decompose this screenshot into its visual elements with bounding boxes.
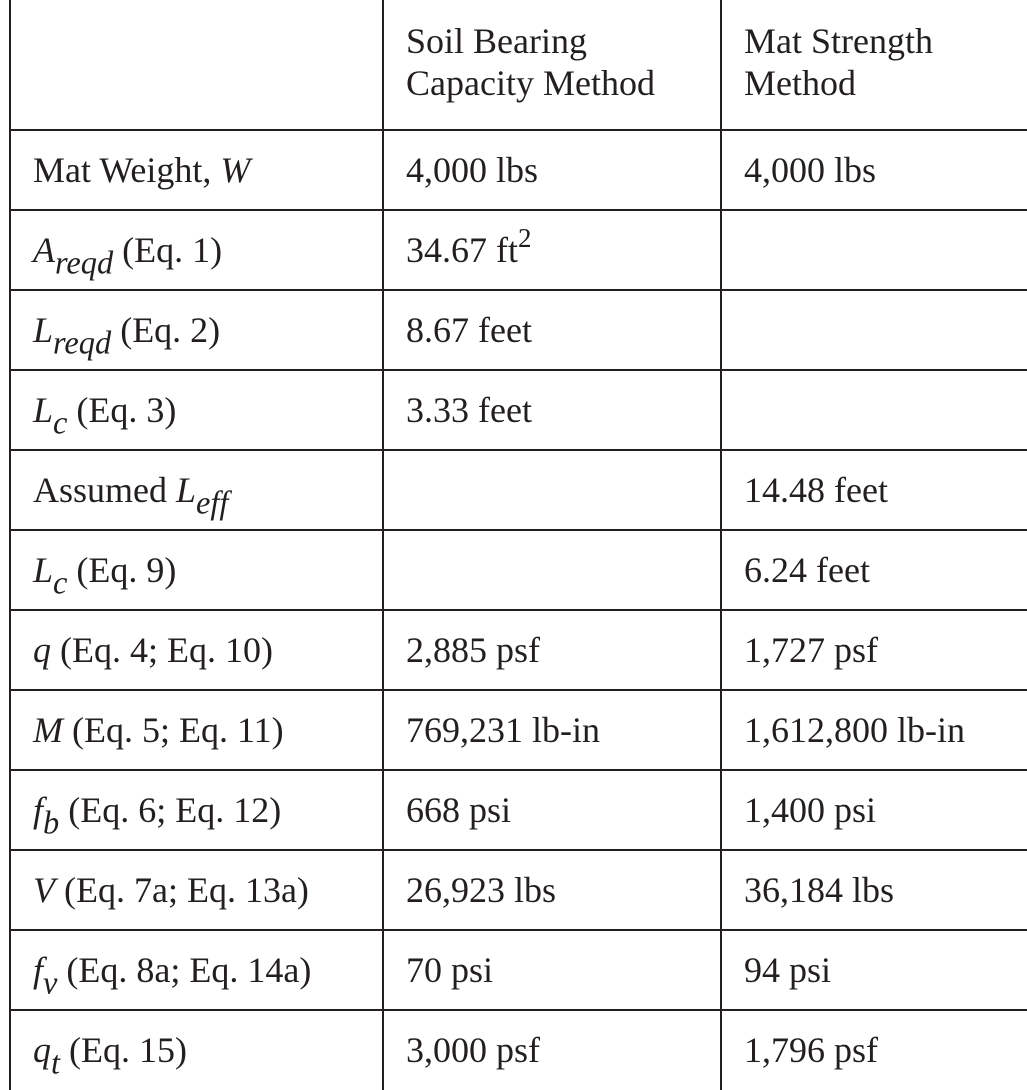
- parameter-prefix: Mat Weight,: [33, 150, 221, 190]
- soil-value: 70 psi: [383, 930, 721, 1010]
- parameter-suffix: (Eq. 15): [60, 1030, 187, 1070]
- parameter-suffix: (Eq. 9): [67, 550, 177, 590]
- parameter-cell: [10, 210, 383, 290]
- row-lc-eq3: [10, 370, 1027, 450]
- row-assumed-l-eff: [10, 450, 1027, 530]
- mat-value: [721, 210, 1027, 290]
- mat-value: 1,400 psi: [721, 770, 1027, 850]
- parameter-subscript: eff: [196, 485, 229, 522]
- parameter-cell: [10, 370, 383, 450]
- soil-value: 34.67 ft: [406, 230, 518, 270]
- parameter-cell: [10, 610, 383, 690]
- header-mat-strength-method: Mat Strength Method: [721, 0, 1027, 130]
- parameter-prefix: Assumed: [33, 470, 176, 510]
- parameter-suffix: (Eq. 3): [67, 390, 177, 430]
- header-parameter: [10, 0, 383, 130]
- parameter-symbol: f: [33, 950, 44, 990]
- parameter-subscript: v: [43, 965, 58, 1002]
- mat-value: [721, 290, 1027, 370]
- parameter-symbol: L: [33, 550, 54, 590]
- parameter-subscript: reqd: [53, 325, 112, 362]
- parameter-symbol: M: [33, 710, 63, 750]
- soil-value: 3.33 feet: [383, 370, 721, 450]
- mat-value: 36,184 lbs: [721, 850, 1027, 930]
- parameter-cell: [10, 530, 383, 610]
- row-l-reqd: [10, 290, 1027, 370]
- parameter-cell: [10, 690, 383, 770]
- row-mat-weight: [10, 130, 1027, 210]
- parameter-suffix: (Eq. 2): [111, 310, 221, 350]
- row-a-reqd: [10, 210, 1027, 290]
- row-v: [10, 850, 1027, 930]
- soil-value: [383, 450, 721, 530]
- parameter-symbol: L: [33, 390, 54, 430]
- parameter-symbol: q: [33, 630, 51, 670]
- mat-value: 1,727 psf: [721, 610, 1027, 690]
- parameter-suffix: (Eq. 6; Eq. 12): [59, 790, 282, 830]
- soil-value: 8.67 feet: [383, 290, 721, 370]
- parameter-subscript: t: [51, 1045, 60, 1082]
- comparison-table: [9, 0, 1027, 1090]
- parameter-suffix: (Eq. 4; Eq. 10): [51, 630, 273, 670]
- mat-value: 94 psi: [721, 930, 1027, 1010]
- parameter-subscript: reqd: [55, 245, 114, 282]
- mat-value: [721, 370, 1027, 450]
- parameter-symbol: V: [33, 870, 55, 910]
- parameter-suffix: (Eq. 1): [113, 230, 223, 270]
- parameter-cell: [10, 290, 383, 370]
- parameter-symbol: q: [33, 1030, 51, 1070]
- row-q: [10, 610, 1027, 690]
- parameter-cell: [10, 930, 383, 1010]
- row-qt: [10, 1010, 1027, 1090]
- mat-value: 14.48 feet: [721, 450, 1027, 530]
- mat-value: 4,000 lbs: [721, 130, 1027, 210]
- soil-value: 2,885 psf: [383, 610, 721, 690]
- parameter-symbol: L: [176, 470, 197, 510]
- row-fv: [10, 930, 1027, 1010]
- parameter-symbol: A: [33, 230, 55, 270]
- parameter-cell: [10, 450, 383, 530]
- soil-value: 769,231 lb-in: [383, 690, 721, 770]
- soil-value-cell: [383, 210, 721, 290]
- parameter-cell: [10, 770, 383, 850]
- soil-value: 3,000 psf: [383, 1010, 721, 1090]
- parameter-symbol: L: [33, 310, 54, 350]
- parameter-subscript: c: [53, 405, 68, 442]
- parameter-suffix: (Eq. 7a; Eq. 13a): [55, 870, 309, 910]
- header-soil-bearing-capacity-method: Soil Bearing Capacity Method: [383, 0, 721, 130]
- header-row: [10, 0, 1027, 130]
- parameter-cell: [10, 1010, 383, 1090]
- parameter-suffix: (Eq. 8a; Eq. 14a): [57, 950, 312, 990]
- row-fb: [10, 770, 1027, 850]
- mat-value: 6.24 feet: [721, 530, 1027, 610]
- parameter-cell: [10, 130, 383, 210]
- parameter-symbol: W: [220, 150, 251, 190]
- soil-value: 4,000 lbs: [383, 130, 721, 210]
- soil-value: [383, 530, 721, 610]
- row-m: [10, 690, 1027, 770]
- mat-value: 1,612,800 lb-in: [721, 690, 1027, 770]
- mat-value: 1,796 psf: [721, 1010, 1027, 1090]
- row-lc-eq9: [10, 530, 1027, 610]
- parameter-subscript: b: [43, 805, 60, 842]
- parameter-subscript: c: [53, 565, 68, 602]
- unit-superscript: 2: [518, 223, 532, 254]
- parameter-cell: [10, 850, 383, 930]
- parameter-symbol: f: [33, 790, 44, 830]
- soil-value: 668 psi: [383, 770, 721, 850]
- parameter-suffix: (Eq. 5; Eq. 11): [63, 710, 284, 750]
- soil-value: 26,923 lbs: [383, 850, 721, 930]
